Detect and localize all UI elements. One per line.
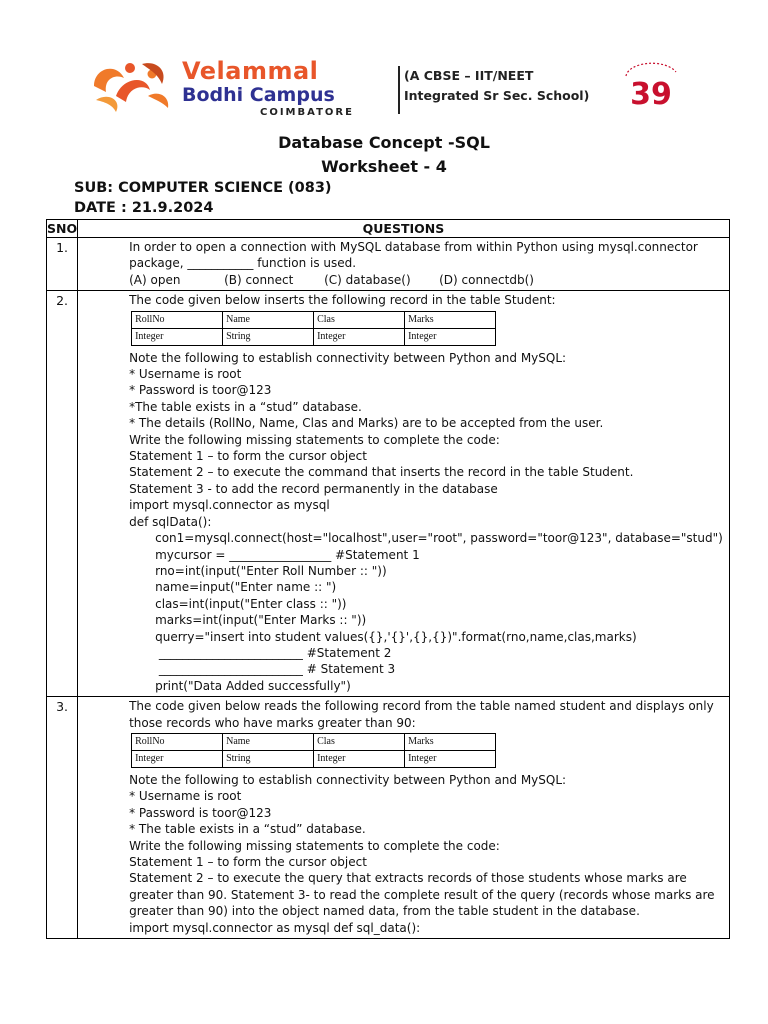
worksheet-title: Database Concept -SQL [278, 133, 490, 152]
school-tagline [404, 66, 589, 106]
text-line: * Password is toor@123 [129, 805, 272, 820]
field-type: Integer [132, 750, 223, 767]
text-line: Statement 2 – to execute the command that inserts the record in the table Student. [129, 465, 634, 480]
text-line: Write the following missing statements to complete the code: [129, 838, 500, 853]
field-type: Integer [314, 328, 405, 345]
code-line: import mysql.connector as mysql def sql_data(): [129, 920, 421, 935]
field-name: Name [223, 311, 314, 328]
worksheet-number: Worksheet - 4 [321, 157, 447, 176]
field-type-table [131, 311, 496, 346]
question-intro: The code given below reads the following record from the table named student and displays only those records who have marks greater than 90: [129, 699, 714, 730]
code-line: rno=int(input("Enter Roll Number :: ")) [155, 563, 387, 578]
field-type: Integer [405, 328, 496, 345]
text-line: * The table exists in a “stud” database. [129, 822, 366, 837]
brand-campus: Bodhi Campus [182, 84, 335, 106]
text-line: * Username is root [129, 367, 242, 382]
anniversary-logo-icon [620, 60, 682, 110]
field-types-row [132, 750, 496, 767]
code-line: querry="insert into student values({},'{}',{},{})".format(rno,name,clas,marks) [155, 629, 637, 644]
answer-options [129, 272, 723, 288]
option-c: (C) database() [324, 272, 411, 287]
text-line: Write the following missing statements to complete the code: [129, 432, 500, 447]
question-intro: The code given below inserts the following record in the table Student: [129, 293, 556, 308]
code-line: clas=int(input("Enter class :: ")) [155, 596, 347, 611]
field-type-table [131, 733, 496, 768]
text-line: Note the following to establish connectivity between Python and MySQL: [129, 350, 567, 365]
text-line: Note the following to establish connectivity between Python and MySQL: [129, 772, 567, 787]
field-name: Marks [405, 733, 496, 750]
brand-city: COIMBATORE [260, 107, 354, 118]
field-name: Clas [314, 311, 405, 328]
col-header-sno: SNO [47, 221, 78, 236]
tagline-line-2: Integrated Sr Sec. School) [404, 88, 590, 103]
field-name: Clas [314, 733, 405, 750]
code-line: ________________________ # Statement 3 [155, 662, 396, 677]
option-b: (B) connect [224, 272, 294, 287]
table-row [47, 291, 730, 697]
text-line: * The details (RollNo, Name, Clas and Marks) are to be accepted from the user. [129, 416, 604, 431]
school-brand [182, 58, 354, 120]
field-name: Name [223, 733, 314, 750]
option-d: (D) connectdb() [439, 272, 534, 287]
option-a: (A) open [129, 272, 181, 287]
question-cell [78, 697, 730, 939]
text-line: Statement 3 - to add the record permanently in the database [129, 481, 498, 496]
field-type: String [223, 750, 314, 767]
question-cell [78, 238, 730, 291]
code-line: name=input("Enter name :: ") [155, 580, 337, 595]
text-line: * Password is toor@123 [129, 383, 272, 398]
question-text: In order to open a connection with MySQL database from within Python using mysql.connector package, ___________ function is used. [129, 240, 698, 271]
school-header [86, 52, 686, 122]
col-header-questions: QUESTIONS [78, 220, 730, 238]
school-logo-icon [86, 56, 176, 116]
field-names-row [132, 733, 496, 750]
date-line: DATE : 21.9.2024 [74, 200, 214, 216]
field-type: Integer [405, 750, 496, 767]
brand-name: Velammal [182, 57, 319, 85]
tagline-line-1: (A CBSE – IIT/NEET [404, 68, 534, 83]
text-line: Statement 1 – to form the cursor object [129, 449, 367, 464]
question-cell [78, 291, 730, 697]
field-type: String [223, 328, 314, 345]
code-line: def sqlData(): [129, 514, 212, 529]
text-line: Statement 1 – to form the cursor object [129, 855, 367, 869]
code-line: print("Data Added successfully") [155, 678, 351, 693]
code-line: mycursor = _________________ #Statement 1 [155, 547, 420, 562]
question-number: 3. [47, 697, 78, 939]
text-line: *The table exists in a “stud” database. [129, 399, 362, 414]
question-number: 2. [47, 291, 78, 697]
code-line: marks=int(input("Enter Marks :: ")) [155, 613, 367, 628]
questions-table [46, 219, 730, 939]
field-type: Integer [314, 750, 405, 767]
table-row [47, 697, 730, 939]
table-row [47, 238, 730, 291]
text-line: * Username is root [129, 789, 242, 804]
anniversary-number: 39 [630, 77, 672, 110]
table-header-row [47, 220, 730, 238]
header-divider [398, 66, 400, 114]
field-name: Marks [405, 311, 496, 328]
field-types-row [132, 328, 496, 345]
code-line: import mysql.connector as mysql [129, 498, 330, 513]
code-line: ________________________ #Statement 2 [155, 645, 392, 660]
code-line: con1=mysql.connect(host="localhost",user="root", password="toor@123", database="stud") [155, 531, 723, 546]
text-paragraph: Statement 2 – to execute the query that extracts records of those students whose marks are greater than 90. Statement 3- to read the complete result of the query (records whose marks are greater than 90) into the object named data, from the table student in the database. [129, 871, 715, 919]
field-name: RollNo [132, 733, 223, 750]
subject-line: SUB: COMPUTER SCIENCE (083) [74, 180, 332, 196]
field-names-row [132, 311, 496, 328]
field-name: RollNo [132, 311, 223, 328]
field-type: Integer [132, 328, 223, 345]
question-number: 1. [47, 238, 78, 291]
